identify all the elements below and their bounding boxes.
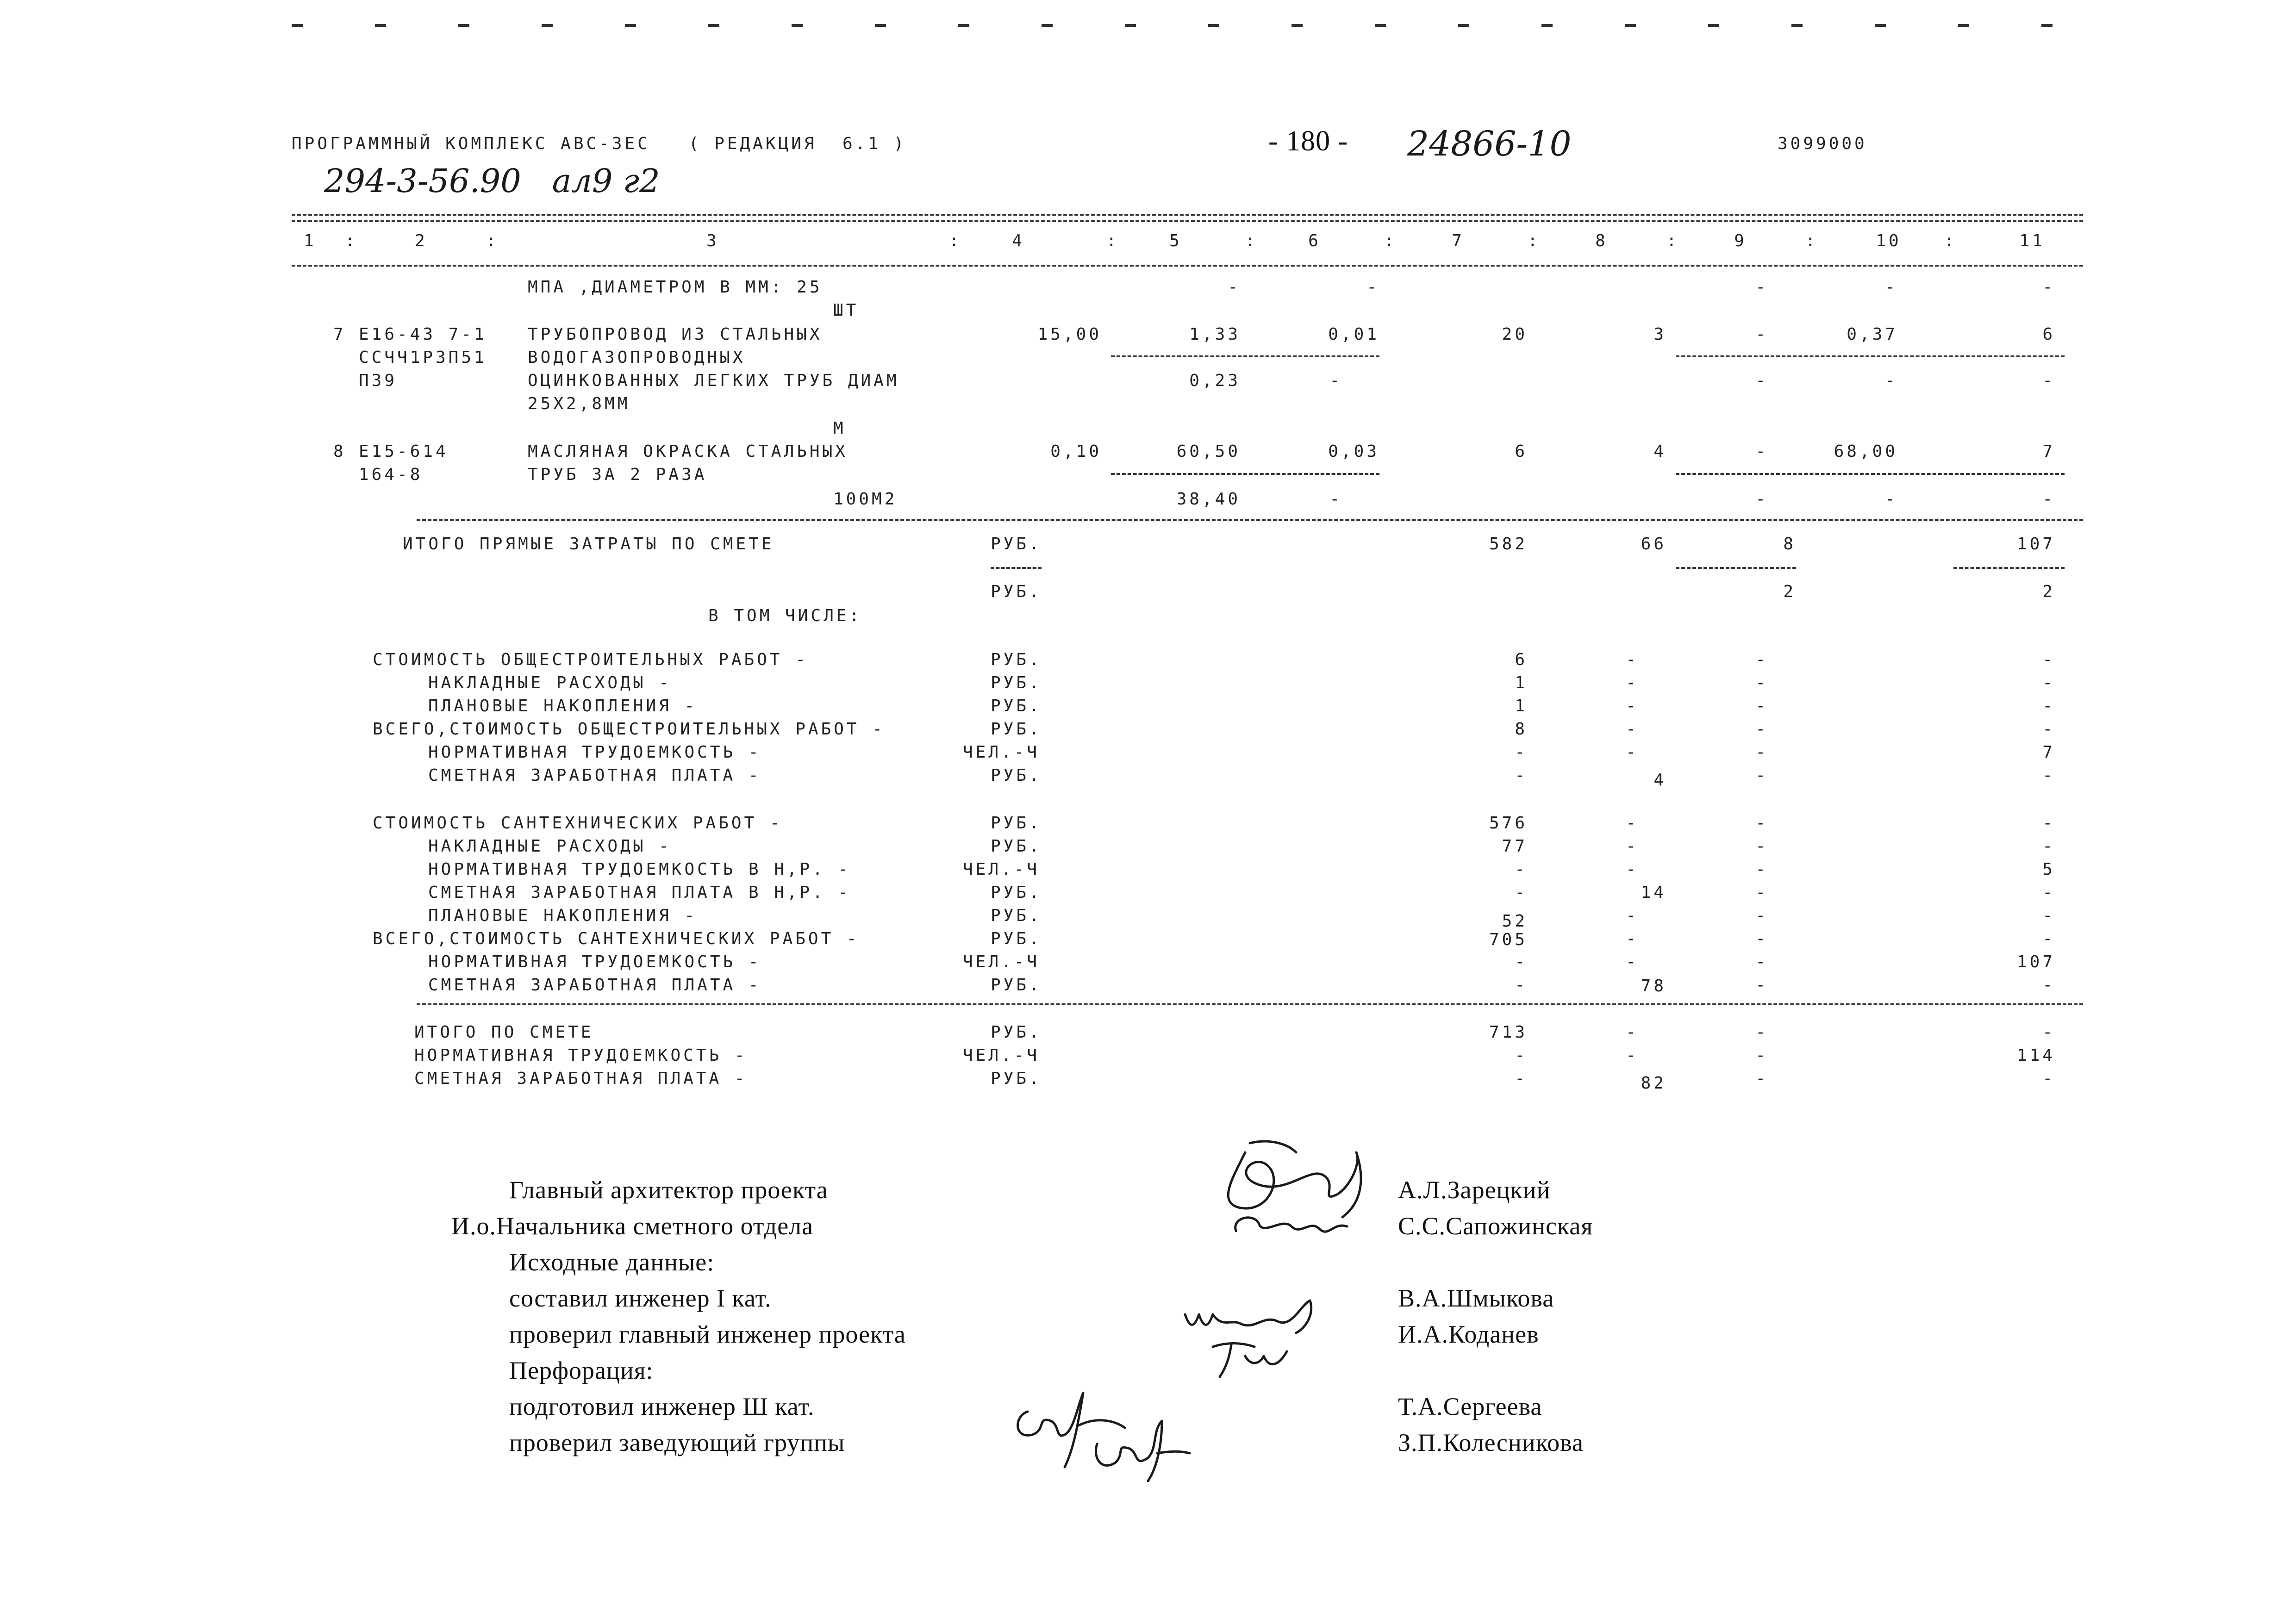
total-value: - — [1515, 860, 1528, 879]
table-cell: 6 — [1515, 442, 1528, 461]
sub-rule — [1676, 567, 1796, 569]
dash — [1875, 24, 1886, 27]
total-value: 77 — [1502, 837, 1528, 856]
table-cell: П39 — [359, 371, 398, 390]
total-value: - — [2042, 976, 2055, 995]
signature-name: И.А.Коданев — [1398, 1320, 1539, 1348]
sub-rule — [1953, 567, 2065, 569]
total-value: 2 — [2042, 582, 2055, 601]
dash — [375, 24, 386, 27]
total-value: 5 — [2042, 860, 2055, 879]
table-cell: МАСЛЯНАЯ ОКРАСКА СТАЛЬНЫХ — [528, 442, 848, 461]
dash — [1958, 24, 1969, 27]
total-unit: РУБ. — [991, 814, 1042, 833]
table-cell: 0,37 — [1847, 325, 1898, 344]
table-cell: ОЦИНКОВАННЫХ ЛЕГКИХ ТРУБ ДИАМ — [528, 371, 899, 390]
column-number: 4 — [1012, 231, 1025, 250]
total-value: - — [1755, 860, 1768, 879]
column-sep: : — [1944, 231, 1957, 250]
total-unit: РУБ. — [991, 906, 1042, 925]
total-value: - — [1515, 743, 1528, 762]
total-value: 582 — [1489, 535, 1528, 554]
total-value: 4 — [1653, 771, 1666, 790]
total-unit: РУБ. — [991, 535, 1042, 554]
total-value: - — [1626, 929, 1639, 948]
table-cell: 100М2 — [833, 490, 898, 509]
totals-rule — [417, 519, 2083, 521]
dash — [458, 24, 469, 27]
total-label: НОРМАТИВНАЯ ТРУДОЕМКОСТЬ В Н,Р. - — [428, 860, 851, 879]
total-value: - — [2042, 814, 2055, 833]
total-unit: РУБ. — [991, 1023, 1042, 1042]
total-value: 107 — [2016, 535, 2055, 554]
signature-role: Перфорация: — [509, 1356, 654, 1384]
table-cell: - — [1885, 490, 1898, 509]
signature-zaretsky-graphic — [1204, 1125, 1398, 1245]
table-cell: 38,40 — [1176, 490, 1241, 509]
column-sep: : — [345, 231, 358, 250]
total-label: ИТОГО ПО СМЕТЕ — [414, 1023, 594, 1042]
total-value: - — [1755, 697, 1768, 716]
total-value: 14 — [1641, 883, 1666, 902]
total-value: - — [1626, 837, 1639, 856]
table-top-rule-2 — [292, 220, 2083, 222]
total-value: - — [1755, 883, 1768, 902]
total-value: 8 — [1515, 720, 1528, 739]
signature-role: составил инженер I кат. — [509, 1284, 772, 1312]
table-cell: 0,01 — [1328, 325, 1379, 344]
table-cell: - — [1755, 442, 1768, 461]
total-label: В ТОМ ЧИСЛЕ: — [708, 606, 862, 625]
column-number: 1 — [304, 231, 317, 250]
total-value: 82 — [1641, 1074, 1666, 1093]
total-value: 6 — [1515, 650, 1528, 669]
sub-rule — [1676, 355, 2065, 357]
total-value: - — [2042, 837, 2055, 856]
table-cell: - — [1329, 371, 1342, 390]
column-number: 6 — [1308, 231, 1321, 250]
dash — [1708, 24, 1719, 27]
column-number: 11 — [2019, 231, 2045, 250]
table-cell: 6 — [2042, 325, 2055, 344]
total-value: - — [2042, 697, 2055, 716]
signature-role: Главный архитектор проекта — [509, 1176, 828, 1204]
table-cell: 4 — [1653, 442, 1666, 461]
total-label: НАКЛАДНЫЕ РАСХОДЫ - — [428, 673, 672, 692]
total-value: - — [1626, 1046, 1639, 1065]
total-value: - — [2042, 673, 2055, 692]
table-cell: М — [833, 419, 846, 438]
total-value: - — [2042, 766, 2055, 785]
total-unit: ЧЕЛ.-Ч — [963, 952, 1040, 971]
table-cell: ТРУБОПРОВОД ИЗ СТАЛЬНЫХ — [528, 325, 823, 344]
total-value: 705 — [1489, 930, 1528, 949]
table-cell: - — [1228, 278, 1241, 297]
page-number: - 180 - — [1268, 125, 1348, 157]
dash — [792, 24, 803, 27]
final-rule — [417, 1003, 2083, 1005]
table-cell: - — [1755, 278, 1768, 297]
total-value: - — [1626, 952, 1639, 971]
table-cell: 0,23 — [1189, 371, 1241, 390]
total-value: - — [1515, 976, 1528, 995]
total-label: СТОИМОСТЬ ОБЩЕСТРОИТЕЛЬНЫХ РАБОТ - — [373, 650, 808, 669]
signature-name: С.С.Сапожинская — [1398, 1212, 1593, 1240]
total-value: 1 — [1515, 673, 1528, 692]
total-value: - — [1626, 697, 1639, 716]
dash — [1458, 24, 1469, 27]
total-label: ИТОГО ПРЯМЫЕ ЗАТРАТЫ ПО СМЕТЕ — [403, 535, 774, 554]
signature-name: З.П.Колесникова — [1398, 1429, 1584, 1456]
total-value: 66 — [1641, 535, 1666, 554]
column-sep: : — [1245, 231, 1258, 250]
total-value: 713 — [1489, 1023, 1528, 1042]
total-value: - — [2042, 929, 2055, 948]
total-unit: РУБ. — [991, 766, 1042, 785]
table-cell: - — [1885, 278, 1898, 297]
total-value: 114 — [2016, 1046, 2055, 1065]
total-value: - — [2042, 906, 2055, 925]
sub-rule — [991, 567, 1042, 569]
total-label: НАКЛАДНЫЕ РАСХОДЫ - — [428, 837, 672, 856]
total-value: - — [1515, 1046, 1528, 1065]
total-value: 8 — [1783, 535, 1796, 554]
table-cell: МПА ,ДИАМЕТРОМ В ММ: 25 — [528, 278, 823, 297]
sub-rule — [1111, 355, 1379, 357]
column-number: 9 — [1734, 231, 1747, 250]
signature-name: В.А.Шмыкова — [1398, 1284, 1554, 1312]
total-value: - — [1755, 1046, 1768, 1065]
document-code: 3099000 — [1778, 134, 1867, 153]
dash — [958, 24, 969, 27]
total-value: 2 — [1783, 582, 1796, 601]
signature-role: проверил главный инженер проекта — [509, 1320, 906, 1348]
total-value: - — [1755, 976, 1768, 995]
column-sep: : — [486, 231, 499, 250]
table-cell: 8 — [333, 442, 346, 461]
total-value: - — [1755, 814, 1768, 833]
total-label: НОРМАТИВНАЯ ТРУДОЕМКОСТЬ - — [428, 743, 761, 762]
dash — [1791, 24, 1803, 27]
column-number: 7 — [1452, 231, 1465, 250]
total-unit: РУБ. — [991, 883, 1042, 902]
table-cell: ТРУБ ЗА 2 РАЗА — [528, 465, 707, 484]
dash — [542, 24, 553, 27]
table-cell: 0,03 — [1328, 442, 1379, 461]
table-cell: - — [2042, 278, 2055, 297]
dash — [1042, 24, 1053, 27]
total-value: - — [1755, 837, 1768, 856]
total-value: - — [2042, 1023, 2055, 1042]
total-value: - — [1515, 952, 1528, 971]
sub-rule — [1111, 473, 1379, 475]
table-header-rule — [292, 265, 2083, 267]
table-cell: - — [1885, 371, 1898, 390]
table-cell: ШТ — [833, 301, 859, 320]
total-value: - — [2042, 1069, 2055, 1088]
column-sep: : — [1106, 231, 1119, 250]
table-cell: - — [1755, 325, 1768, 344]
dash — [292, 24, 303, 27]
table-cell: 1,33 — [1189, 325, 1241, 344]
signature-role: подготовил инженер Ш кат. — [509, 1393, 815, 1420]
table-cell: ВОДОГАЗОПРОВОДНЫХ — [528, 348, 746, 367]
column-sep: : — [1384, 231, 1397, 250]
total-value: - — [1755, 1069, 1768, 1088]
total-unit: ЧЕЛ.-Ч — [963, 860, 1040, 879]
table-cell: 15,00 — [1037, 325, 1102, 344]
total-value: - — [1626, 673, 1639, 692]
table-cell: - — [2042, 490, 2055, 509]
total-unit: ЧЕЛ.-Ч — [963, 1046, 1040, 1065]
total-value: - — [1755, 650, 1768, 669]
total-label: ВСЕГО,СТОИМОСТЬ ОБЩЕСТРОИТЕЛЬНЫХ РАБОТ - — [373, 720, 885, 739]
dash — [1208, 24, 1219, 27]
total-value: - — [2042, 650, 2055, 669]
handwritten-ref: 294-3-56.90 ал9 г2 — [324, 162, 660, 200]
total-value: - — [1755, 1023, 1768, 1042]
table-cell: 60,50 — [1176, 442, 1241, 461]
column-sep: : — [949, 231, 962, 250]
table-cell: - — [2042, 371, 2055, 390]
total-value: - — [1626, 650, 1639, 669]
total-value: - — [2042, 720, 2055, 739]
total-value: - — [1626, 1023, 1639, 1042]
column-number: 8 — [1595, 231, 1608, 250]
total-value: - — [1626, 720, 1639, 739]
total-label: СМЕТНАЯ ЗАРАБОТНАЯ ПЛАТА - — [428, 766, 761, 785]
total-value: - — [2042, 883, 2055, 902]
total-label: НОРМАТИВНАЯ ТРУДОЕМКОСТЬ - — [428, 952, 761, 971]
total-value: - — [1755, 720, 1768, 739]
dash — [625, 24, 636, 27]
column-number: 5 — [1169, 231, 1182, 250]
dash — [1541, 24, 1553, 27]
total-label: СМЕТНАЯ ЗАРАБОТНАЯ ПЛАТА - — [428, 976, 761, 995]
total-value: - — [1515, 1069, 1528, 1088]
table-cell: 25Х2,8ММ — [528, 394, 630, 413]
program-header: ПРОГРАММНЫЙ КОМПЛЕКС АВС-3ЕС ( РЕДАКЦИЯ 6.1 ) — [292, 134, 907, 153]
table-cell: 68,00 — [1834, 442, 1898, 461]
total-value: - — [1515, 883, 1528, 902]
total-value: - — [1755, 906, 1768, 925]
column-sep: : — [1805, 231, 1818, 250]
total-value: - — [1626, 743, 1639, 762]
total-value: 1 — [1515, 697, 1528, 716]
table-cell: Е15-614 — [359, 442, 449, 461]
total-unit: РУБ. — [991, 720, 1042, 739]
total-value: - — [1755, 929, 1768, 948]
table-cell: 0,10 — [1050, 442, 1102, 461]
table-top-rule — [292, 214, 2083, 216]
handwritten-number: 24866-10 — [1407, 124, 1572, 164]
dash — [1125, 24, 1136, 27]
table-cell: ССЧЧ1РЗП51 — [359, 348, 487, 367]
dash — [2041, 24, 2053, 27]
total-unit: РУБ. — [991, 1069, 1042, 1088]
table-cell: - — [1366, 278, 1379, 297]
signature-role: проверил заведующий группы — [509, 1429, 845, 1456]
total-unit: РУБ. — [991, 582, 1042, 601]
signature-role: Исходные данные: — [509, 1248, 715, 1276]
total-label: ВСЕГО,СТОИМОСТЬ САНТЕХНИЧЕСКИХ РАБОТ - — [373, 929, 860, 948]
total-value: - — [1626, 906, 1639, 925]
total-unit: РУБ. — [991, 673, 1042, 692]
sub-rule — [1676, 473, 2065, 475]
column-number: 3 — [706, 231, 719, 250]
dash — [1625, 24, 1636, 27]
total-value: 78 — [1641, 977, 1666, 996]
total-value: 52 — [1502, 912, 1528, 931]
total-unit: ЧЕЛ.-Ч — [963, 743, 1040, 762]
signature-sergeeva-graphic — [1009, 1384, 1213, 1486]
table-cell: 3 — [1653, 325, 1666, 344]
total-label: ПЛАНОВЫЕ НАКОПЛЕНИЯ - — [428, 906, 698, 925]
column-number: 2 — [415, 231, 428, 250]
signature-name: Т.А.Сергеева — [1398, 1393, 1542, 1420]
total-value: - — [1755, 743, 1768, 762]
signature-role: И.о.Начальника сметного отдела — [451, 1212, 814, 1240]
total-unit: РУБ. — [991, 650, 1042, 669]
total-label: СМЕТНАЯ ЗАРАБОТНАЯ ПЛАТА - — [414, 1069, 748, 1088]
total-value: - — [1626, 814, 1639, 833]
signature-shmykova-graphic — [1176, 1287, 1342, 1379]
total-value: 107 — [2016, 952, 2055, 971]
table-cell: - — [1755, 490, 1768, 509]
table-cell: - — [1755, 371, 1768, 390]
table-cell: - — [1329, 490, 1342, 509]
dash — [1375, 24, 1386, 27]
signature-name: А.Л.Зарецкий — [1398, 1176, 1551, 1204]
total-value: 7 — [2042, 743, 2055, 762]
table-cell: 20 — [1502, 325, 1528, 344]
column-sep: : — [1528, 231, 1541, 250]
total-value: 576 — [1489, 814, 1528, 833]
total-label: СМЕТНАЯ ЗАРАБОТНАЯ ПЛАТА В Н,Р. - — [428, 883, 851, 902]
total-unit: РУБ. — [991, 837, 1042, 856]
table-cell: Е16-43 7-1 — [359, 325, 487, 344]
table-cell: 7 — [2042, 442, 2055, 461]
total-unit: РУБ. — [991, 697, 1042, 716]
total-value: - — [1626, 860, 1639, 879]
total-unit: РУБ. — [991, 929, 1042, 948]
table-cell: 164-8 — [359, 465, 423, 484]
total-label: СТОИМОСТЬ САНТЕХНИЧЕСКИХ РАБОТ - — [373, 814, 783, 833]
table-cell: 7 — [333, 325, 346, 344]
total-label: ПЛАНОВЫЕ НАКОПЛЕНИЯ - — [428, 697, 698, 716]
dash — [708, 24, 719, 27]
dash — [1292, 24, 1303, 27]
total-value: - — [1755, 952, 1768, 971]
column-number: 10 — [1876, 231, 1902, 250]
total-label: НОРМАТИВНАЯ ТРУДОЕМКОСТЬ - — [414, 1046, 748, 1065]
total-value: - — [1755, 673, 1768, 692]
column-sep: : — [1666, 231, 1679, 250]
total-value: - — [1755, 766, 1768, 785]
dash — [875, 24, 886, 27]
total-value: - — [1515, 766, 1528, 785]
total-unit: РУБ. — [991, 976, 1042, 995]
